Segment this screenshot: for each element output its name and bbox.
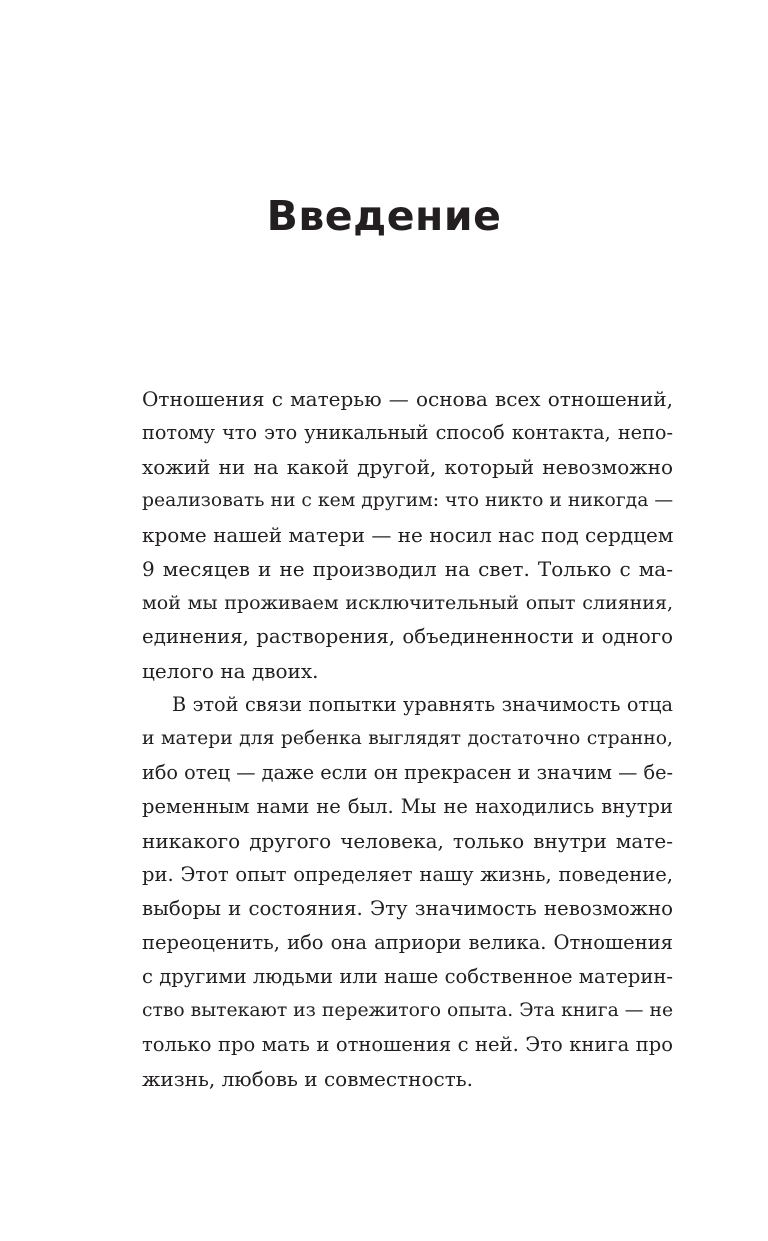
chapter-title: Введение bbox=[266, 192, 502, 240]
text-line: ременным нами не был. Мы не находились внутри bbox=[142, 795, 673, 818]
text-line: потому что это уникальный способ контакта, непо- bbox=[142, 421, 673, 444]
paragraph-1 bbox=[142, 382, 673, 688]
text-line: с другими людьми или наше собственное материн- bbox=[142, 965, 673, 988]
text-line: ибо отец — даже если он прекрасен и значим — бе- bbox=[142, 761, 673, 784]
text-line: жизнь, любовь и совместность. bbox=[142, 1067, 474, 1091]
text-line: ство вытекают из пережитого опыта. Эта книга — не bbox=[142, 1000, 674, 1021]
text-line: реализовать ни с кем другим: что никто и никогда — bbox=[142, 490, 674, 511]
text-line: кроме нашей матери — не носил нас под сердцем bbox=[142, 523, 674, 547]
text-line: Отношения с матерью — основа всех отношений, bbox=[142, 387, 673, 411]
text-line: хожий ни на какой другой, который невозможно bbox=[142, 455, 673, 479]
text-line: единения, растворения, объединенности и одного bbox=[142, 625, 673, 648]
text-line: В этой связи попытки уравнять значимость отца bbox=[172, 693, 673, 716]
text-line: 9 месяцев и не производил на свет. Только с ма- bbox=[142, 557, 673, 581]
text-line: только про мать и отношения с ней. Это книга про bbox=[142, 1033, 673, 1056]
text-line: и матери для ребенка выглядят достаточно странно, bbox=[142, 728, 673, 749]
text-line: мой мы проживаем исключительный опыт слияния, bbox=[142, 592, 673, 614]
text-line: переоценить, ибо она априори велика. Отношения bbox=[142, 931, 673, 954]
text-line: ри. Этот опыт определяет нашу жизнь, поведение, bbox=[142, 863, 673, 886]
text-line: целого на двоих. bbox=[142, 659, 319, 683]
text-line: выборы и состояния. Эту значимость невозможно bbox=[142, 897, 673, 920]
text-line: никакого другого человека, только внутри мате- bbox=[142, 829, 673, 853]
chapter-body bbox=[142, 382, 673, 1096]
paragraph-2 bbox=[142, 688, 673, 1096]
